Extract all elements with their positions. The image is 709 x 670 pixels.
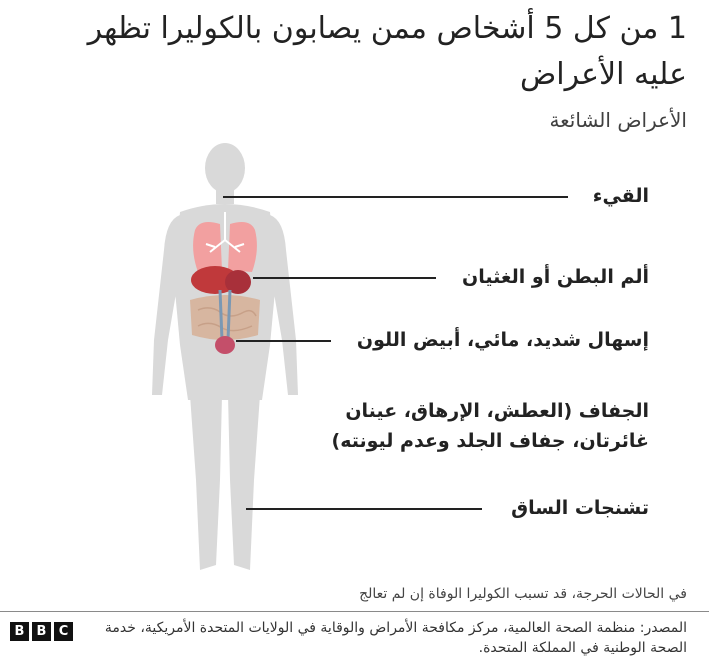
body-silhouette [152, 143, 298, 570]
source-text: المصدر: منظمة الصحة العالمية، مركز مكافحة الأمراض والوقاية في الولايات المتحدة الأمريكية، خدمة الصحة الوطنية في المملكة المتحدة. [104, 620, 687, 656]
symptom-abdominal-pain: ألم البطن أو الغثيان [462, 266, 649, 288]
logo-letter: C [54, 622, 73, 641]
pointer-diarrhea [236, 340, 331, 342]
pointer-leg-cramps [246, 508, 482, 510]
bbc-logo [10, 622, 73, 641]
intestines [190, 295, 260, 340]
symptom-leg-cramps: تشنجات الساق [511, 497, 649, 519]
chart-subtitle: الأعراض الشائعة [549, 108, 687, 132]
symptom-dehydration: الجفاف (العطش، الإرهاق، عينان غائرتان، جفاف الجلد وعدم ليونته) [331, 400, 649, 452]
logo-letter: B [32, 622, 51, 641]
chart-title: 1 من كل 5 أشخاص ممن يصابون بالكوليرا تظهر عليه الأعراض [87, 11, 687, 92]
divider [0, 611, 709, 612]
footnote: في الحالات الحرجة، قد تسبب الكوليرا الوفاة إن لم تعالج [359, 586, 687, 602]
symptom-vomiting: القيء [592, 185, 649, 207]
logo-letter: B [10, 622, 29, 641]
human-body-illustration [140, 140, 310, 580]
bladder [215, 336, 235, 354]
symptom-diarrhea: إسهال شديد، مائي، أبيض اللون [356, 329, 649, 351]
